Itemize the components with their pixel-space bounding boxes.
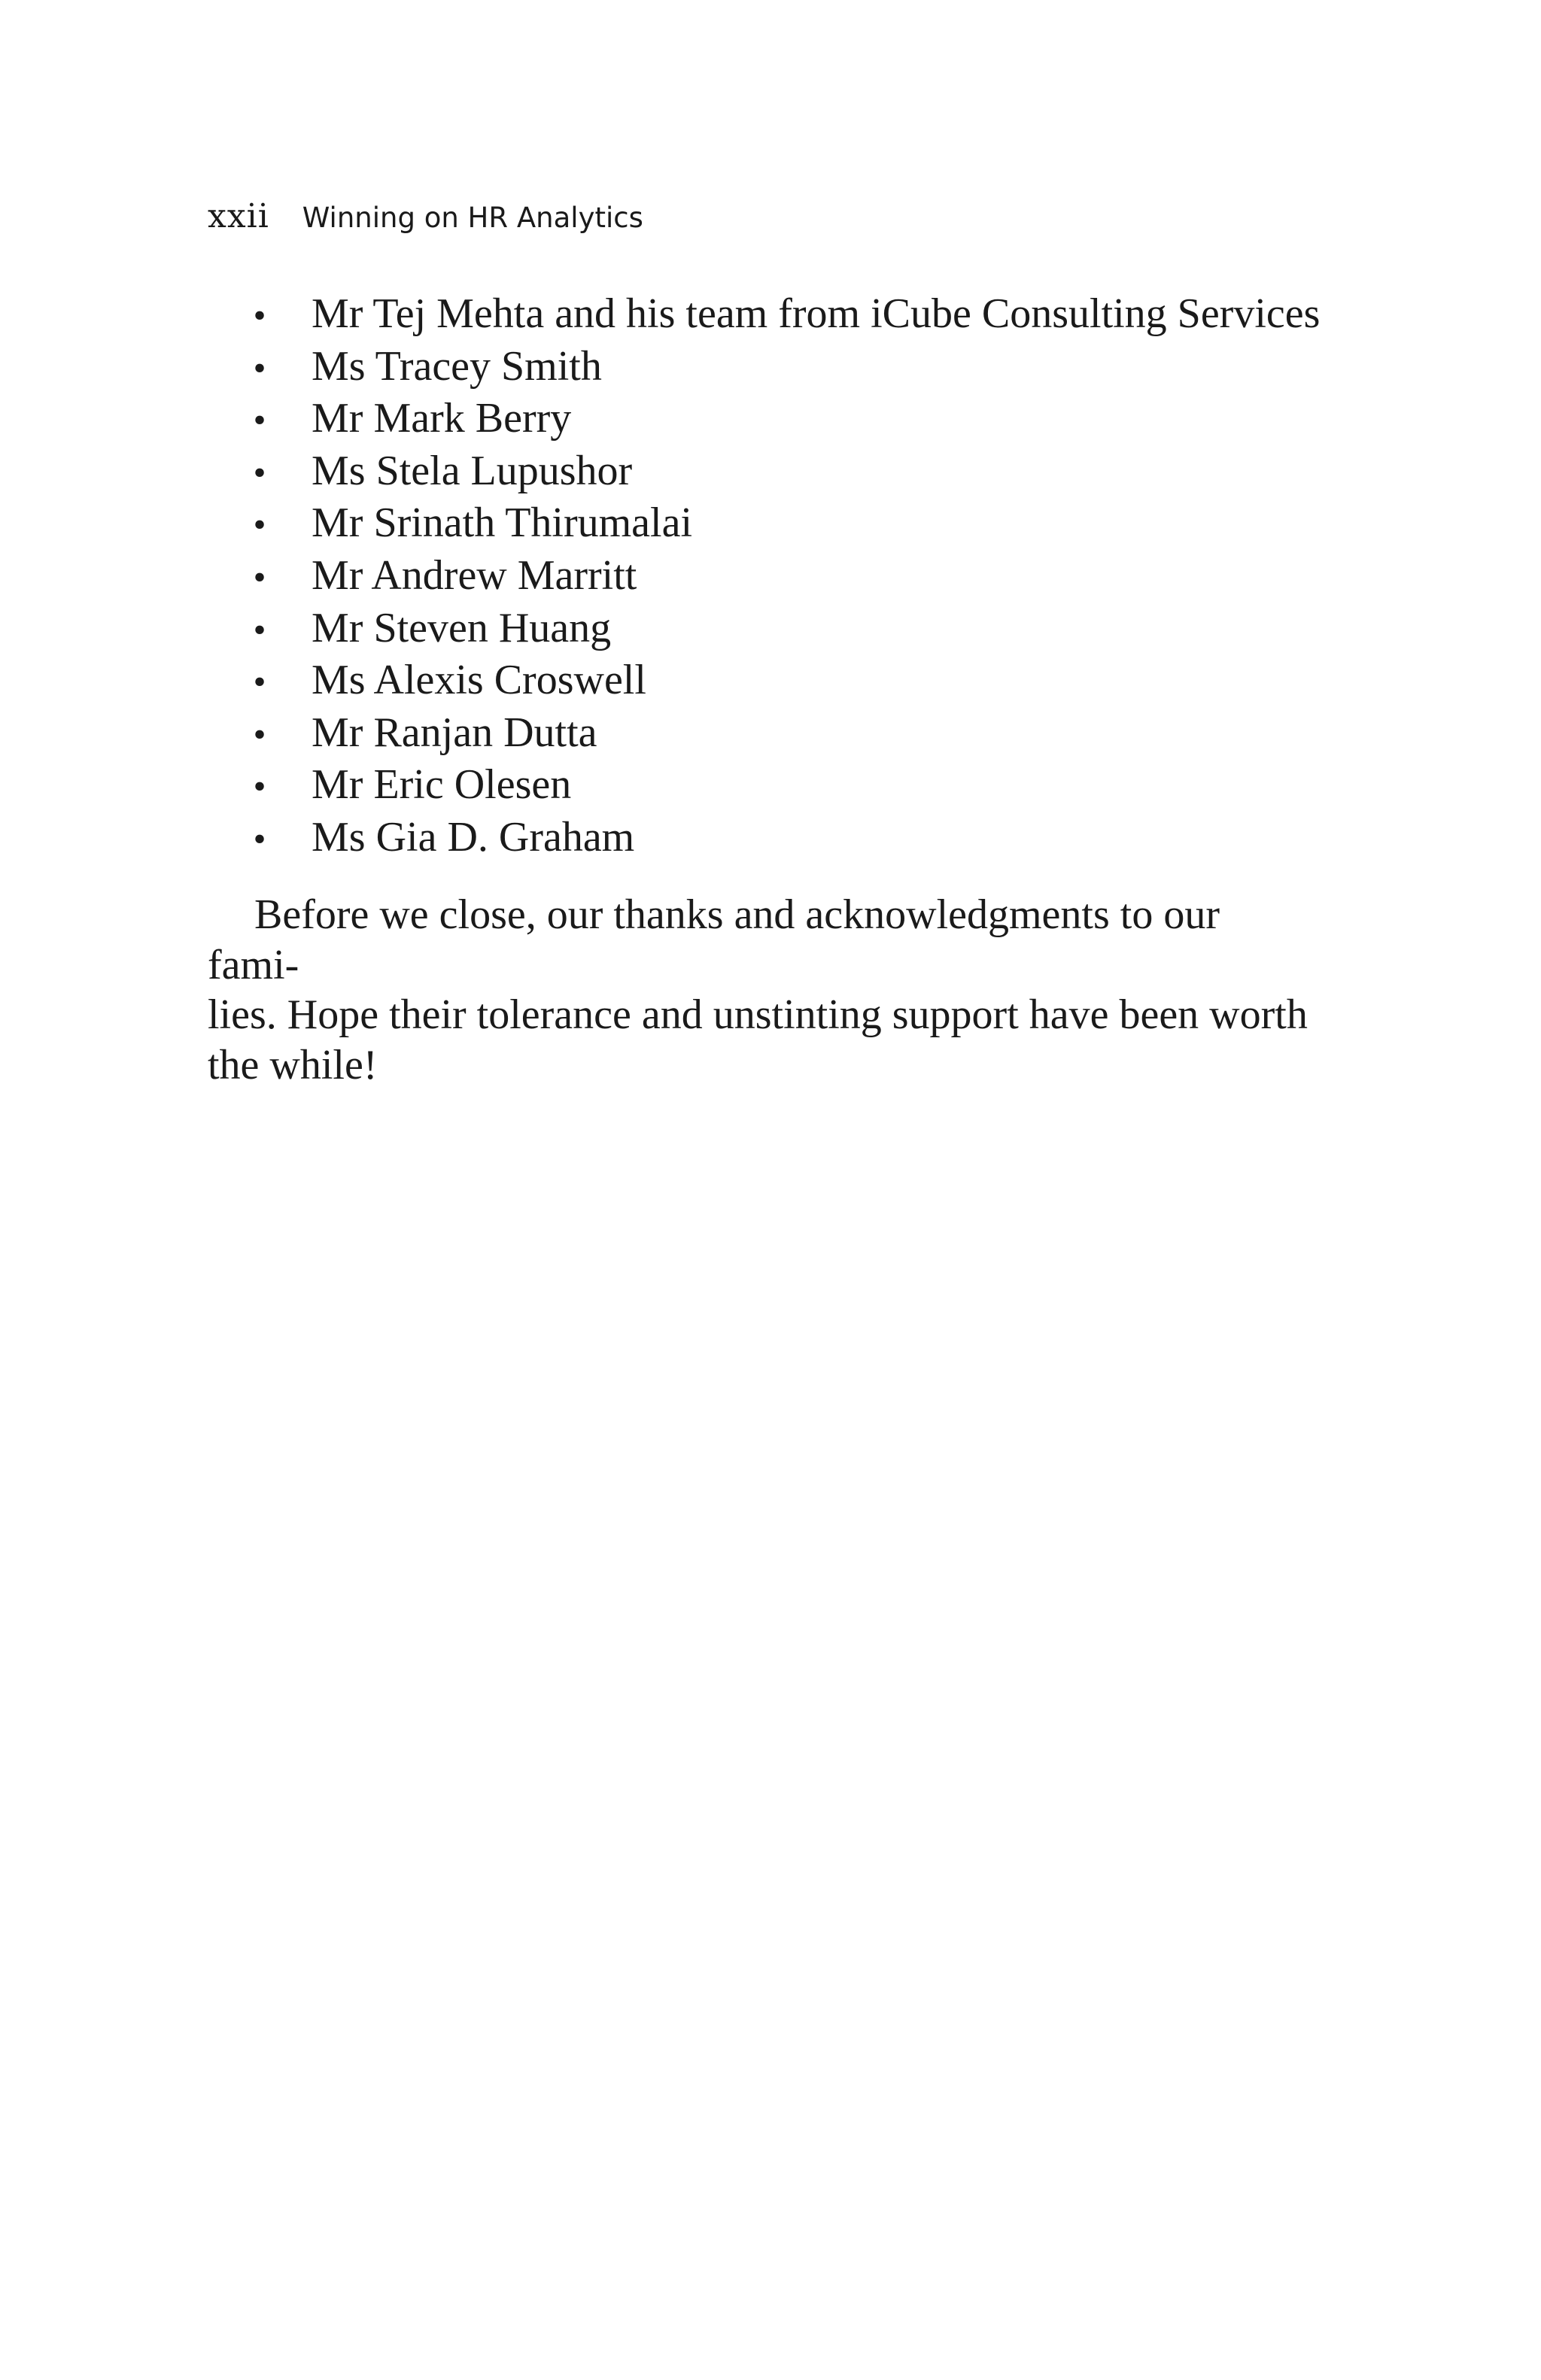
- bullet-icon: •: [253, 452, 266, 493]
- bullet-icon: •: [253, 662, 266, 703]
- list-item: [208, 760, 1336, 812]
- list-item: [208, 289, 1336, 342]
- closing-line: lies. Hope their tolerance and unstinting support have been worth: [208, 991, 1308, 1039]
- list-item-text: Ms Alexis Croswell: [312, 657, 646, 704]
- running-head: [208, 197, 643, 242]
- list-item-text: Mr Tej Mehta and his team from iCube Consulting Services: [312, 290, 1321, 337]
- list-item-text: Mr Mark Berry: [312, 395, 572, 442]
- closing-paragraph: [208, 890, 1318, 1090]
- list-item-text: Mr Ranjan Dutta: [312, 709, 597, 756]
- bullet-icon: •: [253, 818, 266, 859]
- list-item: [208, 603, 1336, 656]
- bullet-icon: •: [253, 400, 266, 441]
- closing-line: Before we close, our thanks and acknowledgments to our fami-: [208, 891, 1220, 988]
- bullet-icon: •: [253, 557, 266, 597]
- list-item: [208, 393, 1336, 446]
- list-item: [208, 551, 1336, 603]
- list-item: [208, 655, 1336, 708]
- list-item-text: Mr Srinath Thirumalai: [312, 499, 692, 547]
- list-item-text: Mr Andrew Marritt: [312, 551, 637, 599]
- list-item-text: Ms Gia D. Graham: [312, 813, 635, 861]
- closing-line: the while!: [208, 1041, 378, 1088]
- page-number: xxii: [208, 197, 269, 235]
- bullet-icon: •: [253, 348, 266, 388]
- list-item: [208, 446, 1336, 499]
- bullet-icon: •: [253, 609, 266, 650]
- list-item-text: Mr Steven Huang: [312, 604, 612, 651]
- list-item: [208, 498, 1336, 551]
- list-item-text: Ms Tracey Smith: [312, 342, 602, 390]
- list-item-text: Mr Eric Olesen: [312, 761, 572, 809]
- list-item: [208, 342, 1336, 394]
- list-item: [208, 812, 1336, 865]
- list-item: [208, 708, 1336, 760]
- bullet-icon: •: [253, 714, 266, 754]
- list-item-text: Ms Stela Lupushor: [312, 447, 633, 494]
- running-title: Winning on HR Analytics: [302, 202, 643, 234]
- acknowledgment-list: [208, 289, 1336, 865]
- bullet-icon: •: [253, 767, 266, 807]
- bullet-icon: •: [253, 296, 266, 335]
- bullet-icon: •: [253, 505, 266, 545]
